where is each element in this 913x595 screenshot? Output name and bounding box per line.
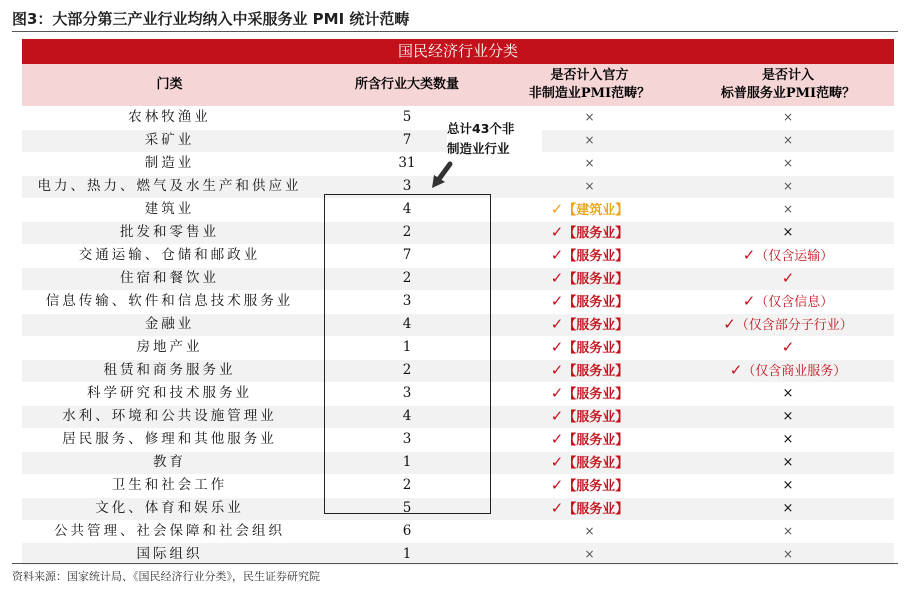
- standard-pmi-cell: [682, 382, 894, 405]
- coverage-note: （仅含信息）: [755, 294, 834, 310]
- cross-icon: ×: [782, 156, 794, 171]
- cross-icon: ×: [584, 546, 595, 561]
- checkmark-icon: ✓: [550, 429, 564, 448]
- pmi-category-tag: 【服务业】: [563, 409, 629, 425]
- count-cell: 1: [317, 336, 497, 359]
- checkmark-icon: ✓: [781, 268, 795, 287]
- source-note: 资料来源：国家统计局、《国民经济行业分类》，民生证券研究院: [12, 570, 320, 583]
- count-cell: 2: [317, 221, 497, 244]
- header-count: 所含行业大类数量: [317, 64, 497, 107]
- annotation-line2: 制造业行业: [447, 141, 510, 156]
- checkmark-icon: ✓: [550, 222, 564, 241]
- checkmark-icon: ✓: [550, 498, 564, 517]
- count-cell: 4: [317, 405, 497, 428]
- cross-icon: ×: [782, 524, 794, 538]
- checkmark-icon: ✓: [550, 337, 564, 356]
- table-header-row: [22, 64, 894, 107]
- pmi-category-tag: 【服务业】: [563, 225, 629, 241]
- official-pmi-cell: [497, 198, 682, 221]
- pmi-category-tag: 【建筑业】: [563, 202, 629, 218]
- standard-pmi-cell: [682, 107, 894, 130]
- category-cell: 农林牧渔业: [22, 107, 317, 130]
- title-divider: [12, 31, 898, 32]
- category-cell: 教育: [22, 451, 317, 474]
- pmi-category-tag: 【服务业】: [563, 386, 629, 402]
- official-pmi-cell: [497, 313, 682, 336]
- cross-icon: ×: [782, 133, 794, 148]
- pmi-category-tag: 【服务业】: [563, 271, 629, 287]
- cross-icon: ×: [782, 225, 794, 241]
- count-cell: 31: [317, 152, 497, 175]
- pmi-category-tag: 【服务业】: [563, 340, 629, 356]
- standard-pmi-cell: [682, 175, 894, 198]
- cross-icon: ×: [782, 455, 794, 471]
- table-row: [22, 520, 894, 543]
- count-cell: 4: [317, 313, 497, 336]
- category-cell: 住宿和餐饮业: [22, 267, 317, 290]
- annotation-callout: [447, 119, 542, 159]
- category-cell: 水利、环境和公共设施管理业: [22, 405, 317, 428]
- category-cell: 建筑业: [22, 198, 317, 221]
- table-row: [22, 405, 894, 428]
- category-cell: 金融业: [22, 313, 317, 336]
- annotation-arrow-icon: [430, 162, 460, 190]
- standard-pmi-cell: [682, 152, 894, 175]
- official-pmi-cell: [497, 359, 682, 382]
- standard-pmi-cell: [682, 290, 894, 313]
- header-standard-line2: 标普服务业PMI范畴？: [720, 86, 856, 101]
- table-row: [22, 428, 894, 451]
- checkmark-icon: ✓: [723, 314, 736, 333]
- checkmark-icon: ✓: [550, 360, 564, 379]
- header-official-line1: 是否计入官方: [550, 68, 629, 83]
- standard-pmi-cell: [682, 313, 894, 336]
- annotation-line1: 总计43个非: [447, 121, 515, 136]
- header-category: 门类: [22, 64, 317, 107]
- standard-pmi-cell: [682, 244, 894, 267]
- checkmark-icon: ✓: [550, 245, 564, 264]
- official-pmi-cell: [497, 336, 682, 359]
- category-cell: 租赁和商务服务业: [22, 359, 317, 382]
- official-pmi-cell: [497, 451, 682, 474]
- cross-icon: ×: [584, 133, 595, 148]
- checkmark-icon: ✓: [550, 199, 564, 218]
- standard-pmi-cell: [682, 336, 894, 359]
- checkmark-icon: ✓: [550, 406, 564, 425]
- official-pmi-cell: [497, 428, 682, 451]
- category-cell: 批发和零售业: [22, 221, 317, 244]
- checkmark-icon: ✓: [550, 291, 564, 310]
- table-row: [22, 244, 894, 267]
- figure-title: 图3：大部分第三产业行业均纳入中采服务业 PMI 统计范畴: [12, 10, 410, 28]
- cross-icon: ×: [782, 478, 794, 494]
- standard-pmi-cell: [682, 451, 894, 474]
- checkmark-icon: ✓: [729, 360, 743, 379]
- official-pmi-cell: [497, 175, 682, 198]
- table-row: [22, 474, 894, 497]
- cross-icon: ×: [584, 156, 595, 171]
- official-pmi-cell: [497, 290, 682, 313]
- count-cell: 3: [317, 382, 497, 405]
- standard-pmi-cell: [682, 497, 894, 520]
- official-pmi-cell: [497, 405, 682, 428]
- category-cell: 文化、体育和娱乐业: [22, 497, 317, 520]
- pmi-category-tag: 【服务业】: [563, 363, 629, 379]
- official-pmi-cell: [497, 497, 682, 520]
- cross-icon: ×: [782, 202, 794, 217]
- pmi-category-tag: 【服务业】: [563, 432, 629, 448]
- coverage-note: （仅含运输）: [755, 248, 834, 264]
- cross-icon: ×: [782, 501, 794, 517]
- table-row: [22, 221, 894, 244]
- count-cell: 5: [317, 107, 497, 130]
- standard-pmi-cell: [682, 267, 894, 290]
- category-cell: 国际组织: [22, 543, 317, 566]
- count-cell: 7: [317, 129, 497, 152]
- checkmark-icon: ✓: [550, 268, 564, 287]
- category-cell: 房地产业: [22, 336, 317, 359]
- count-cell: 3: [317, 428, 497, 451]
- checkmark-icon: ✓: [550, 383, 564, 402]
- cross-icon: ×: [782, 386, 794, 402]
- pmi-category-tag: 【服务业】: [563, 317, 629, 333]
- pmi-category-tag: 【服务业】: [563, 248, 629, 264]
- standard-pmi-cell: [682, 520, 894, 543]
- checkmark-icon: ✓: [742, 245, 756, 264]
- pmi-category-tag: 【服务业】: [563, 294, 629, 310]
- official-pmi-cell: [497, 267, 682, 290]
- table-row: [22, 198, 894, 221]
- cross-icon: ×: [584, 110, 595, 125]
- category-cell: 交通运输、仓储和邮政业: [22, 244, 317, 267]
- count-cell: 1: [317, 451, 497, 474]
- header-standard-pmi: [682, 64, 894, 107]
- category-cell: 科学研究和技术服务业: [22, 382, 317, 405]
- table-row: [22, 382, 894, 405]
- pmi-category-tag: 【服务业】: [563, 478, 629, 494]
- coverage-note: （仅含部分子行业）: [735, 317, 853, 333]
- header-official-line2: 非制造业PMI范畴？: [528, 86, 651, 101]
- standard-pmi-cell: [682, 428, 894, 451]
- count-cell: 2: [317, 474, 497, 497]
- count-cell: 2: [317, 267, 497, 290]
- table-banner: 国民经济行业分类: [22, 39, 894, 64]
- standard-pmi-cell: [682, 198, 894, 221]
- count-cell: 2: [317, 359, 497, 382]
- pmi-category-tag: 【服务业】: [563, 501, 629, 517]
- category-cell: 电力、热力、燃气及水生产和供应业: [22, 175, 317, 198]
- footer-divider: [12, 563, 898, 564]
- table-row: [22, 451, 894, 474]
- table-row: [22, 336, 894, 359]
- table-row: [22, 359, 894, 382]
- cross-icon: ×: [584, 179, 595, 194]
- count-cell: 7: [317, 244, 497, 267]
- checkmark-icon: ✓: [550, 452, 564, 471]
- cross-icon: ×: [584, 524, 595, 538]
- official-pmi-cell: [497, 474, 682, 497]
- table-row: [22, 290, 894, 313]
- header-official-pmi: [497, 64, 682, 107]
- cross-icon: ×: [782, 432, 794, 448]
- cross-icon: ×: [782, 546, 794, 561]
- checkmark-icon: ✓: [550, 475, 564, 494]
- standard-pmi-cell: [682, 474, 894, 497]
- table-row: [22, 497, 894, 520]
- category-cell: 信息传输、软件和信息技术服务业: [22, 290, 317, 313]
- category-cell: 卫生和社会工作: [22, 474, 317, 497]
- count-cell: 5: [317, 497, 497, 520]
- count-cell: 6: [317, 520, 497, 543]
- coverage-note: （仅含商业服务）: [742, 363, 847, 379]
- category-cell: 采矿业: [22, 129, 317, 152]
- category-cell: 居民服务、修理和其他服务业: [22, 428, 317, 451]
- category-cell: 制造业: [22, 152, 317, 175]
- checkmark-icon: ✓: [550, 314, 564, 333]
- category-cell: 公共管理、社会保障和社会组织: [22, 520, 317, 543]
- cross-icon: ×: [782, 179, 794, 194]
- cross-icon: ×: [782, 409, 794, 425]
- standard-pmi-cell: [682, 129, 894, 152]
- count-cell: 1: [317, 543, 497, 566]
- standard-pmi-cell: [682, 221, 894, 244]
- table-row: [22, 313, 894, 336]
- official-pmi-cell: [497, 382, 682, 405]
- header-standard-line1: 是否计入: [762, 68, 815, 83]
- count-cell: 3: [317, 290, 497, 313]
- count-cell: 3: [317, 175, 497, 198]
- count-cell: 4: [317, 198, 497, 221]
- standard-pmi-cell: [682, 405, 894, 428]
- standard-pmi-cell: [682, 359, 894, 382]
- checkmark-icon: ✓: [781, 337, 795, 356]
- checkmark-icon: ✓: [742, 291, 756, 310]
- official-pmi-cell: [497, 244, 682, 267]
- cross-icon: ×: [782, 110, 794, 125]
- table-row: [22, 267, 894, 290]
- official-pmi-cell: [497, 221, 682, 244]
- pmi-category-tag: 【服务业】: [563, 455, 629, 471]
- official-pmi-cell: [497, 520, 682, 543]
